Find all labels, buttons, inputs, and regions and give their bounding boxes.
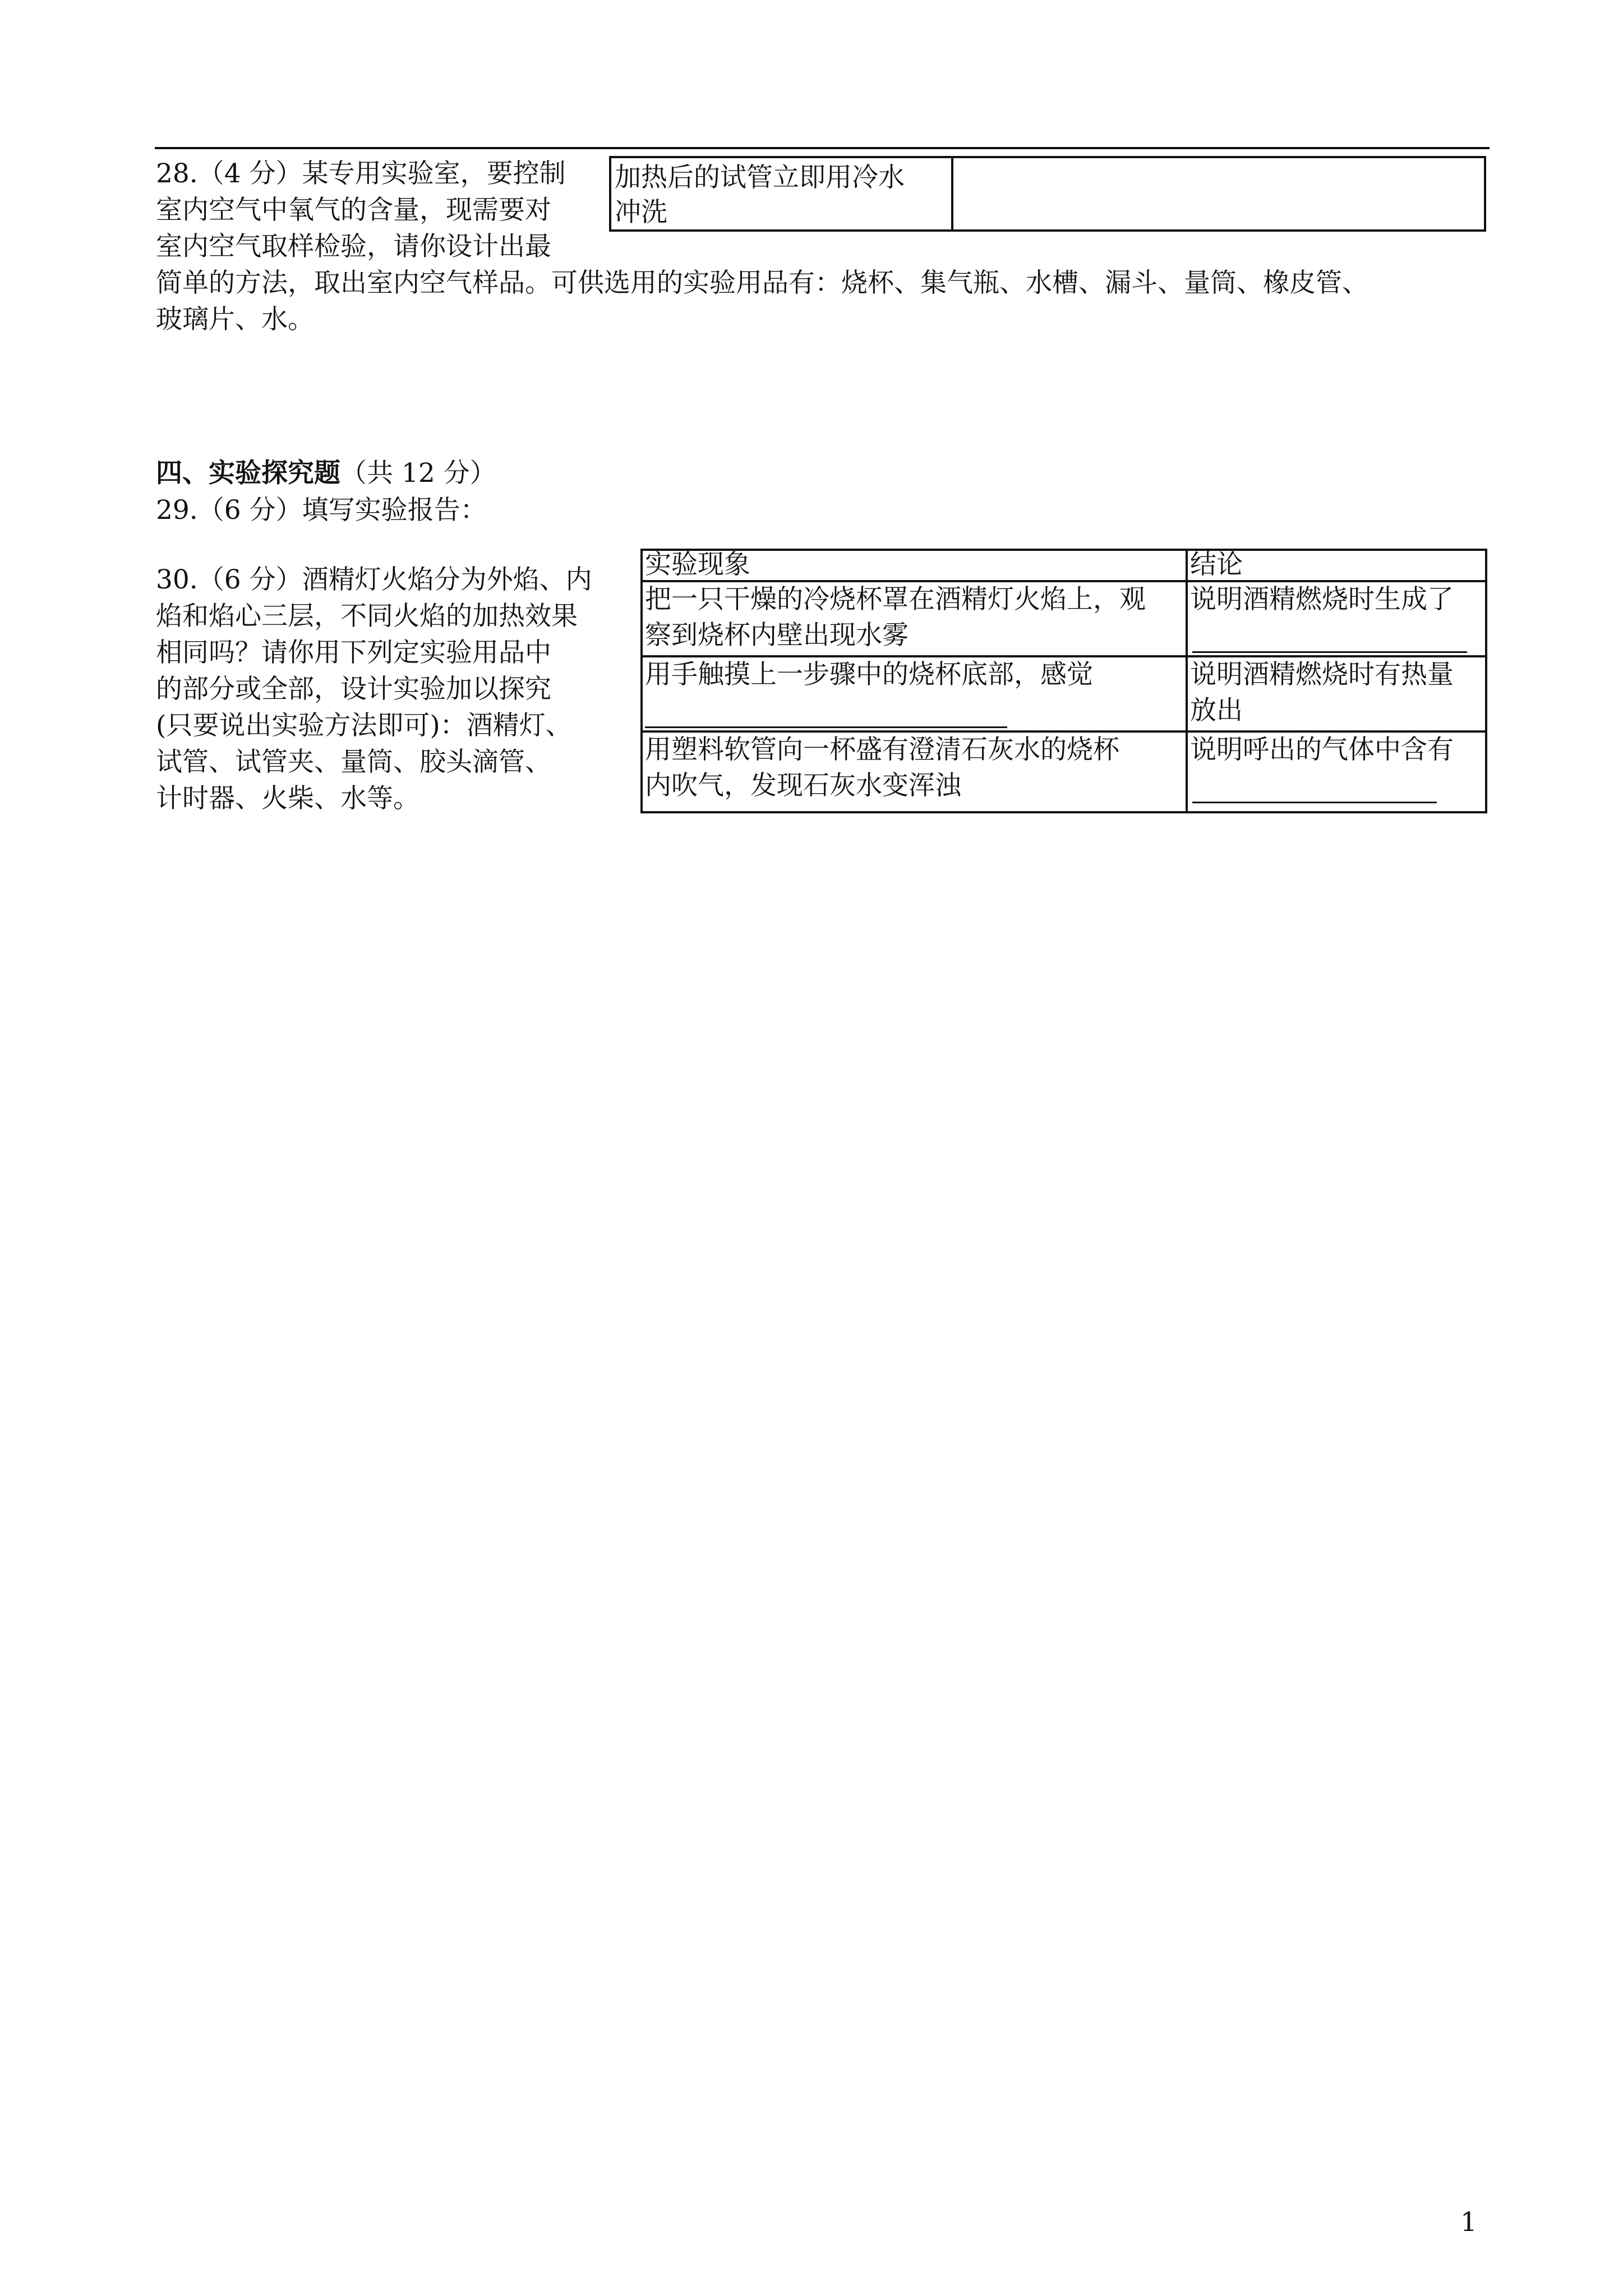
row1-phenomenon-line1: 把一只干燥的冷烧杯罩在酒精灯火焰上，观 [645, 584, 1146, 615]
page-number: 1 [1460, 2207, 1477, 2238]
section-4-score: （共 12 分） [340, 458, 496, 489]
row2-conclusion-line1: 说明酒精燃烧时有热量 [1190, 659, 1454, 690]
row3-conclusion-blank [1192, 769, 1437, 803]
q30-line-4: 的部分或全部，设计实验加以探究 [156, 674, 551, 705]
row1-conclusion-blank [1192, 618, 1467, 653]
q28-line-5: 玻璃片、水。 [156, 304, 314, 335]
q30-line-5: (只要说出实验方法即可)：酒精灯、 [156, 710, 572, 741]
q30-line-2: 焰和焰心三层，不同火焰的加热效果 [156, 601, 578, 632]
q28-line-3: 室内空气取样检验，请你设计出最 [156, 231, 551, 262]
row3-phenomenon-line1: 用塑料软管向一杯盛有澄清石灰水的烧杯 [645, 734, 1119, 765]
q30-line-1: 30.（6 分）酒精灯火焰分为外焰、内 [156, 564, 592, 595]
q28-line-4: 简单的方法，取出室内空气样品。可供选用的实验用品有：烧杯、集气瓶、水槽、漏斗、量筒、橡皮管、 [156, 268, 1368, 298]
q28-line-2: 室内空气中氧气的含量，现需要对 [156, 195, 551, 226]
top-table-cell-line2: 冲洗 [615, 197, 667, 228]
top-rule [155, 147, 1490, 149]
row1-phenomenon-line2: 察到烧杯内壁出现水雾 [645, 620, 909, 651]
report-table-column-divider [1186, 551, 1188, 811]
report-table [640, 549, 1487, 813]
row3-conclusion-line1: 说明呼出的气体中含有 [1190, 734, 1454, 765]
top-table-divider [951, 158, 953, 229]
row3-phenomenon-line2: 内吹气，发现石灰水变浑浊 [645, 770, 961, 801]
section-4-heading [156, 455, 496, 491]
row2-phenomenon-line1: 用手触摸上一步骤中的烧杯底部，感觉 [645, 659, 1093, 690]
top-table [609, 156, 1486, 232]
section-4-title: 四、实验探究题 [156, 458, 340, 489]
q29-text: 29.（6 分）填写实验报告： [156, 495, 487, 526]
row1-conclusion-line1: 说明酒精燃烧时生成了 [1190, 584, 1454, 615]
row2-phenomenon-blank [645, 693, 1007, 728]
header-conclusion: 结论 [1190, 549, 1243, 580]
q30-line-3: 相同吗？请你用下列定实验用品中 [156, 637, 551, 668]
q28-line-1: 28.（4 分）某专用实验室，要控制 [156, 158, 566, 189]
q30-line-7: 计时器、火柴、水等。 [156, 783, 419, 814]
top-table-cell-line1: 加热后的试管立即用冷水 [615, 162, 905, 193]
q30-line-6: 试管、试管夹、量筒、胶头滴管、 [156, 747, 551, 777]
header-phenomenon: 实验现象 [645, 549, 750, 580]
row2-conclusion-line2: 放出 [1190, 695, 1243, 726]
